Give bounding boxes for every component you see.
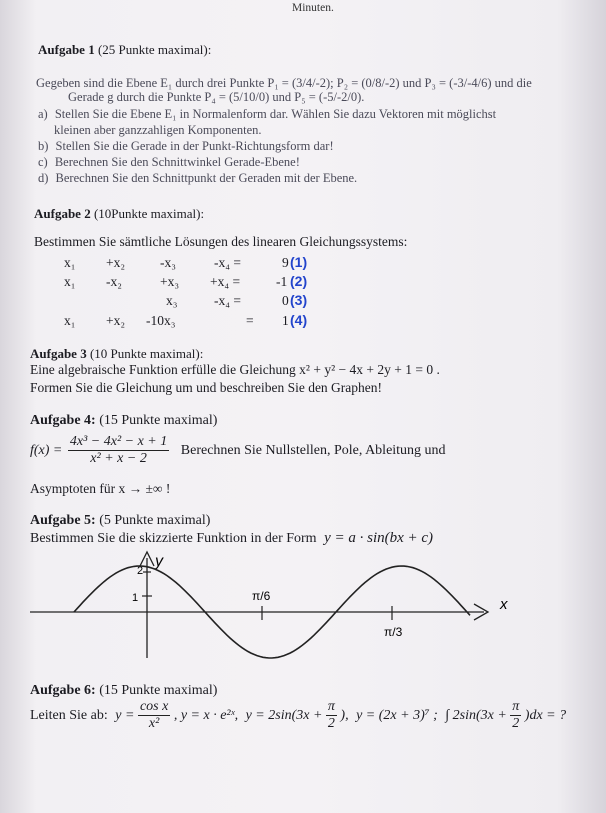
task1-points: (25 Punkte maximal):: [97, 42, 212, 57]
eq3-handwritten-label: (3): [290, 292, 308, 308]
eq3-rhs: 0: [282, 293, 289, 308]
task4-heading: [30, 413, 217, 429]
eq2-x1: x₁: [64, 274, 76, 289]
task2-points: (10Punkte maximal):: [93, 206, 205, 221]
task6-f1-den: x²: [148, 716, 160, 731]
task1-line1: Gegeben sind die Ebene E₁ durch drei Punkte P₁ = (3/4/-2); P₂ = (0/8/-2) und P₃ = (-3/-4/6) und die: [36, 76, 532, 90]
task1-item-a-cont: kleinen aber ganzzahligen Komponenten.: [54, 123, 262, 137]
task1-item-key: d): [38, 171, 49, 185]
eq4-x2: +x₂: [106, 313, 126, 328]
eq4-equals: =: [246, 313, 254, 328]
eq1-x1: x₁: [64, 255, 76, 270]
task1-item-text: Berechnen Sie den Schnittpunkt der Geraden mit der Ebene.: [55, 171, 358, 185]
task6-f5-num: π: [512, 699, 520, 714]
task3-line2: Formen Sie die Gleichung um und beschreiben Sie den Graphen!: [30, 380, 383, 395]
task3-line1: Eine algebraische Funktion erfülle die Gleichung x² + y² − 4x + 2y + 1 = 0 .: [30, 362, 440, 377]
task6-f5-a: ∫ 2sin(3x +: [445, 707, 507, 723]
eq2-x4: +x₄ =: [210, 274, 241, 289]
task1-item-c: [38, 155, 300, 170]
task6-f1-num: cos x: [139, 699, 169, 714]
task5-title: Aufgabe 5:: [30, 513, 96, 528]
task6-title: Aufgabe 6:: [30, 683, 96, 698]
sine-sketch: [0, 540, 606, 660]
task6-f3-a: y = 2sin(3x +: [245, 707, 323, 723]
eq3-x3: x₃: [166, 293, 178, 308]
y-tick-label-2: 2: [137, 565, 144, 577]
task6-f1-fraction: [138, 699, 170, 732]
eq2-rhs: -1: [276, 274, 288, 289]
task4-fraction: [68, 434, 169, 467]
task5-points: (5 Punkte maximal): [99, 513, 211, 528]
task6-f5-b: )dx = ?: [524, 707, 567, 723]
task6-f3-num: π: [327, 699, 335, 714]
task1-item-key: c): [38, 155, 48, 169]
task3-heading: [30, 346, 203, 362]
task6-heading: [30, 683, 217, 699]
task5-text: Bestimmen Sie die skizzierte Funktion in der Form: [30, 531, 317, 546]
task1-item-key: b): [38, 139, 49, 153]
eq1-x2: +x₂: [106, 255, 126, 270]
task5-formula: y = a · sin(bx + c): [324, 530, 434, 546]
task4-numerator: 4x³ − 4x² − x + 1: [69, 434, 168, 449]
task6-f3-b: ),: [340, 707, 349, 723]
header-minuten: Minuten.: [292, 2, 334, 14]
eq4-x3: -10x₃: [146, 313, 176, 328]
eq4-x1: x₁: [64, 313, 76, 328]
task1-heading: [38, 42, 211, 58]
x-axis-label: x: [500, 596, 508, 613]
task6-f5-den: 2: [512, 716, 520, 731]
task4-text: Berechnen Sie Nullstellen, Pole, Ableitung und: [180, 442, 446, 458]
eq3-x4: -x₄ =: [214, 293, 241, 308]
eq1-x4: -x₄ =: [214, 255, 241, 270]
x-tick-label-pi-3: π/3: [384, 625, 403, 639]
task1-item-key: a): [38, 107, 48, 121]
task2-intro: Bestimmen Sie sämtliche Lösungen des linearen Gleichungssystems:: [34, 234, 408, 249]
task1-item-d: [38, 171, 357, 186]
task1-line2: Gerade g durch die Punkte P₄ = (5/10/0) und P₅ = (-5/-2/0).: [68, 90, 365, 104]
task1-title: Aufgabe 1: [38, 42, 95, 57]
y-tick-label-1: 1: [132, 592, 139, 604]
task1-item-a: [38, 107, 496, 122]
x-tick-label-pi-6: π/6: [252, 589, 271, 603]
task6-points: (15 Punkte maximal): [99, 683, 218, 698]
eq4-handwritten-label: (4): [290, 312, 308, 328]
task2-title: Aufgabe 2: [34, 206, 91, 221]
task6-f2: , y = x · e²ˣ,: [173, 707, 239, 723]
task3-title: Aufgabe 3: [30, 346, 87, 361]
task3-points: (10 Punkte maximal):: [89, 346, 204, 361]
task6-f1-lhs: y =: [115, 707, 135, 723]
task4-title: Aufgabe 4:: [30, 413, 96, 428]
task4-f-lhs: f(x) =: [30, 442, 63, 458]
eq1-handwritten-label: (1): [290, 254, 308, 270]
task4-function: [30, 434, 446, 467]
task6-f3-den: 2: [327, 716, 335, 731]
task4-points: (15 Punkte maximal): [99, 413, 218, 428]
eq4-rhs: 1: [282, 313, 289, 328]
eq2-x3: +x₃: [160, 274, 180, 289]
task6-prefix: Leiten Sie ab:: [30, 707, 108, 723]
eq1-x3: -x₃: [160, 255, 176, 270]
task4-line2: Asymptoten für x → ±∞ !: [30, 481, 171, 496]
task6-f3-fraction: [326, 699, 337, 732]
y-axis-label: y: [155, 553, 163, 570]
task4-denominator: x² + x − 2: [90, 451, 147, 466]
task1-item-text: Stellen Sie die Gerade in der Punkt-Richtungsform dar!: [55, 139, 334, 153]
task1-item-text: Berechnen Sie den Schnittwinkel Gerade-Ebene!: [54, 155, 300, 169]
eq2-x2: -x₂: [106, 274, 122, 289]
task6-line: [30, 699, 566, 732]
eq1-rhs: 9: [282, 255, 289, 270]
task1-item-text: Stellen Sie die Ebene E₁ in Normalenform dar. Wählen Sie dazu Vektoren mit möglichst: [54, 107, 497, 121]
task6-f5-fraction: [510, 699, 521, 732]
eq2-handwritten-label: (2): [290, 273, 308, 289]
task2-heading: [34, 206, 204, 222]
task6-f4: y = (2x + 3)⁷ ;: [356, 707, 438, 723]
task5-heading: [30, 513, 210, 529]
task1-item-b: [38, 139, 334, 154]
